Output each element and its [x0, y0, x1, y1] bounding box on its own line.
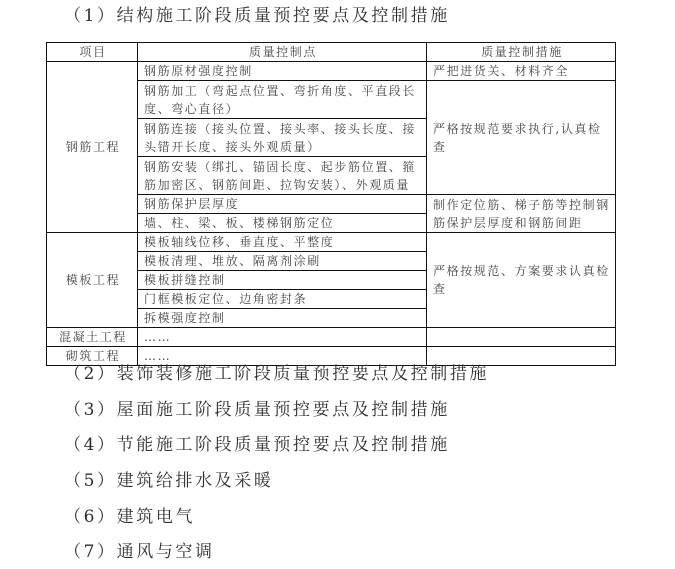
control-point: 模板轴线位移、垂直度、平整度: [138, 233, 427, 252]
section-heading-3: （3）屋面施工阶段质量预控要点及控制措施: [64, 400, 450, 420]
control-measure: 严把进货关、材料齐全: [427, 62, 616, 81]
table-header-row: [47, 43, 616, 62]
project-masonry: 砌筑工程: [47, 347, 138, 366]
project-formwork: 模板工程: [47, 233, 138, 328]
control-point: 钢筋原材强度控制: [138, 62, 427, 81]
project-concrete: 混凝土工程: [47, 328, 138, 347]
section-heading-2: （2）装饰装修施工阶段质量预控要点及控制措施: [64, 364, 490, 384]
control-measure: [427, 347, 616, 366]
control-measure: 制作定位筋、梯子筋等控制钢筋保护层厚度和钢筋间距: [427, 195, 616, 233]
quality-control-table: [46, 42, 616, 366]
control-point: 钢筋安装（绑扎、锚固长度、起步筋位置、箍筋加密区、钢筋间距、拉钩安装）、外观质量: [138, 157, 427, 195]
control-point: 钢筋连接（接头位置、接头率、接头长度、接头错开长度、接头外观质量）: [138, 119, 427, 157]
control-point: 拆模强度控制: [138, 309, 427, 328]
table-row: [47, 62, 616, 81]
section-heading-4: （4）节能施工阶段质量预控要点及控制措施: [64, 435, 450, 455]
section-heading-7: （7）通风与空调: [64, 542, 215, 562]
control-point: ……: [138, 328, 427, 347]
project-rebar: 钢筋工程: [47, 62, 138, 233]
control-point: 模板清理、堆放、隔离剂涂刷: [138, 252, 427, 271]
control-measure: [427, 328, 616, 347]
section-heading-5: （5）建筑给排水及采暖: [64, 471, 274, 491]
control-point: ……: [138, 347, 427, 366]
section-heading-1: （1）结构施工阶段质量预控要点及控制措施: [64, 6, 450, 26]
control-point: 钢筋加工（弯起点位置、弯折角度、平直段长度、弯心直径）: [138, 81, 427, 119]
table-row: [47, 347, 616, 366]
control-point: 墙、柱、梁、板、楼梯钢筋定位: [138, 214, 427, 233]
header-control-points: 质量控制点: [138, 43, 427, 62]
control-measure: 严格按规范要求执行,认真检查: [427, 81, 616, 195]
header-control-measures: 质量控制措施: [427, 43, 616, 62]
control-point: 模板拼缝控制: [138, 271, 427, 290]
control-point: 钢筋保护层厚度: [138, 195, 427, 214]
header-project: 项目: [47, 43, 138, 62]
table-row: [47, 328, 616, 347]
section-heading-6: （6）建筑电气: [64, 507, 196, 527]
table-row: [47, 233, 616, 252]
control-point: 门框模板定位、边角密封条: [138, 290, 427, 309]
control-measure: 严格按规范、方案要求认真检查: [427, 233, 616, 328]
